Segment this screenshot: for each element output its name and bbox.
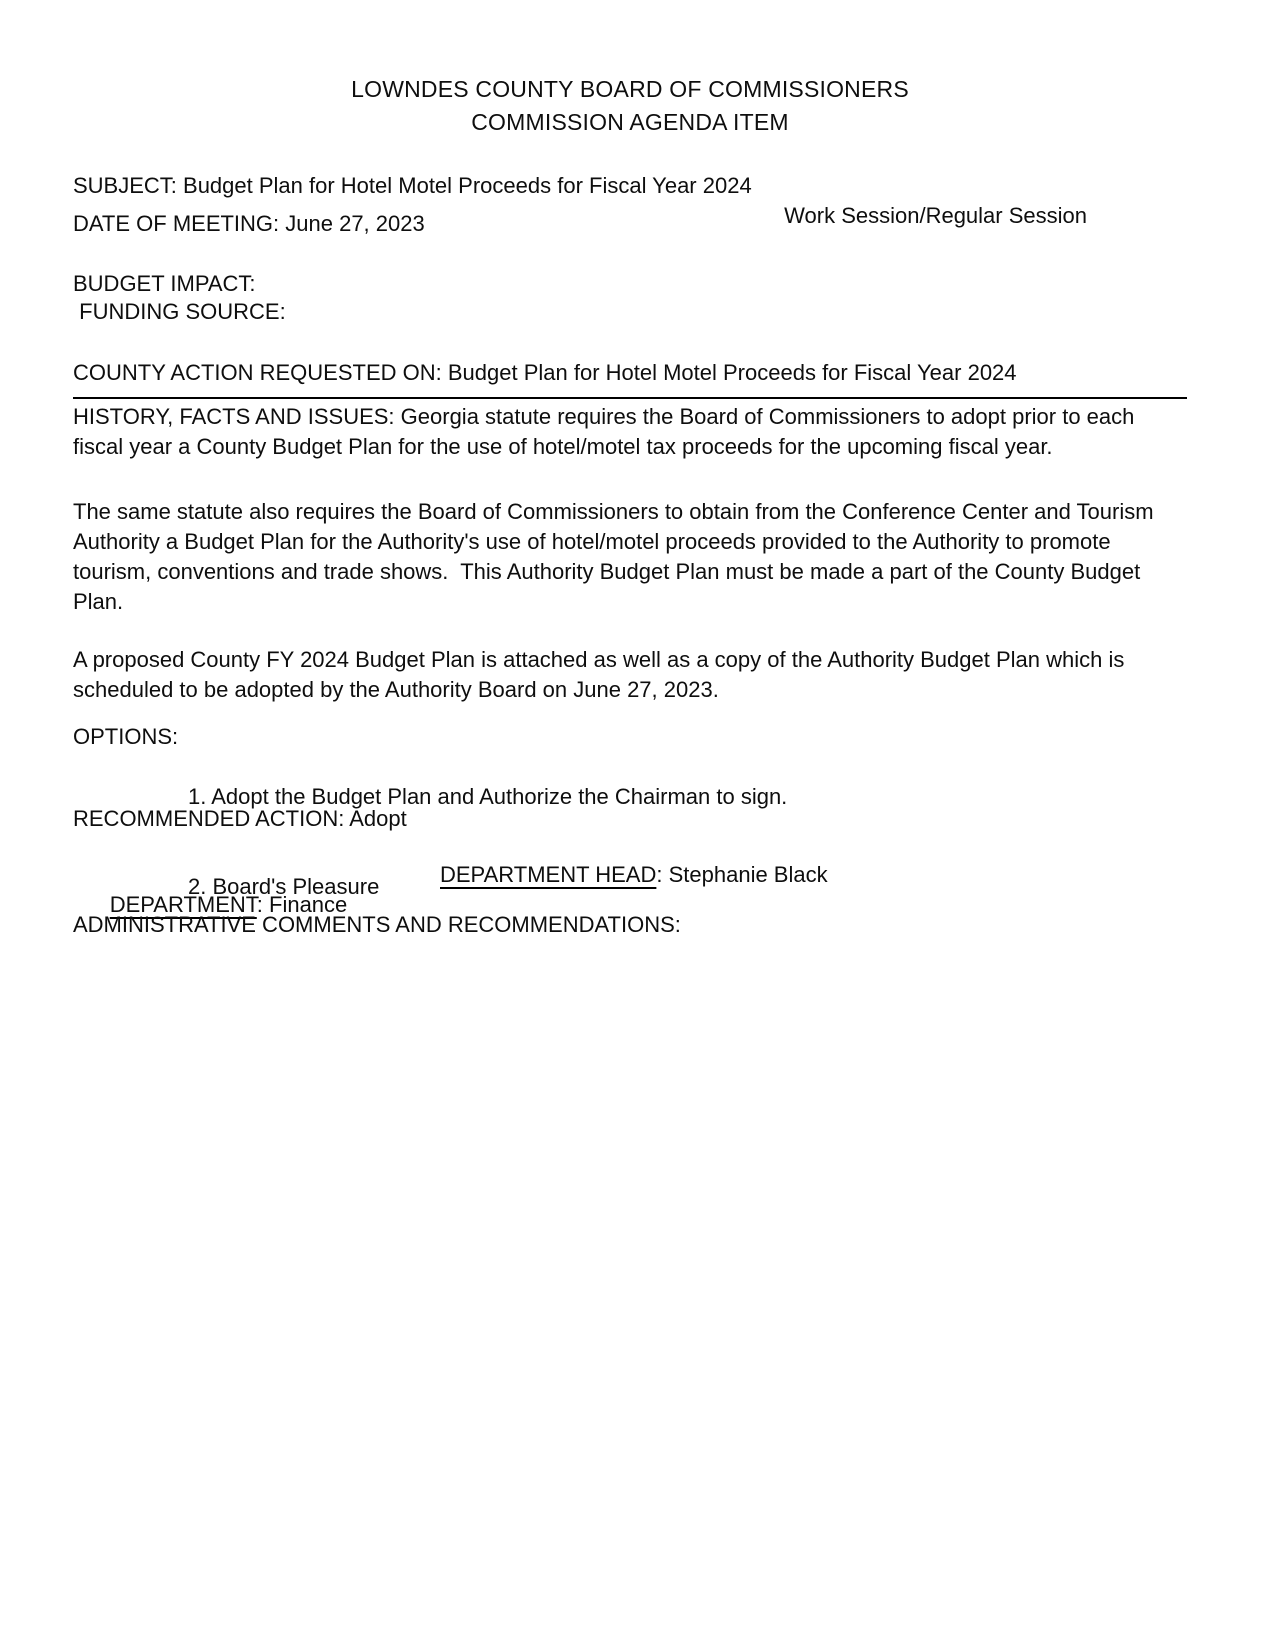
county-action-requested-heading: COUNTY ACTION REQUESTED ON: Budget Plan for Hotel Motel Proceeds for Fiscal Year 2024 (73, 358, 1187, 399)
document-title-line2: COMMISSION AGENDA ITEM (471, 109, 789, 135)
history-facts-issues-paragraph: HISTORY, FACTS AND ISSUES: Georgia statute requires the Board of Commissioners to adopt prior to each fiscal year a County Budget Plan for the use of hotel/motel tax proceeds for the upcoming fiscal year. (73, 404, 1141, 459)
department-label: DEPARTMENT (109, 892, 257, 917)
budget-impact-line: BUDGET IMPACT: (73, 271, 256, 296)
document-content (73, 0, 1187, 1651)
session-type-label: Work Session/Regular Session (784, 203, 1087, 228)
statute-requirement-paragraph: The same statute also requires the Board of Commissioners to obtain from the Conference Center and Tourism Authority a Budget Plan for the Authority's use of hotel/motel proceeds provided to the Authority to promote tourism, conventions and trade shows. This Authority Budget Plan must be made a part of the County Budget Plan. (73, 499, 1159, 614)
proposed-plan-paragraph: A proposed County FY 2024 Budget Plan is attached as well as a copy of the Authority Budget Plan which is scheduled to be adopted by the Authority Board on June 27, 2023. (73, 647, 1131, 702)
funding-source-line: FUNDING SOURCE: (73, 299, 286, 324)
department-head-field (440, 860, 828, 890)
options-label: OPTIONS: (73, 724, 179, 749)
date-of-meeting-line: DATE OF MEETING: June 27, 2023 (73, 211, 425, 236)
document-title-line1: LOWNDES COUNTY BOARD OF COMMISSIONERS (351, 76, 909, 102)
option-item-1: 1. Adopt the Budget Plan and Authorize the Chairman to sign. (188, 784, 788, 809)
option-item-2: 2. Board's Pleasure (188, 874, 380, 899)
subject-line: SUBJECT: Budget Plan for Hotel Motel Proceeds for Fiscal Year 2024 (73, 173, 752, 198)
department-head-label: DEPARTMENT HEAD (440, 862, 657, 887)
department-head-value: : Stephanie Black (656, 862, 828, 887)
administrative-comments-heading: ADMINISTRATIVE COMMENTS AND RECOMMENDATIONS: (73, 912, 681, 937)
department-value: : Finance (256, 892, 348, 917)
recommended-action-line: RECOMMENDED ACTION: Adopt (73, 806, 407, 831)
